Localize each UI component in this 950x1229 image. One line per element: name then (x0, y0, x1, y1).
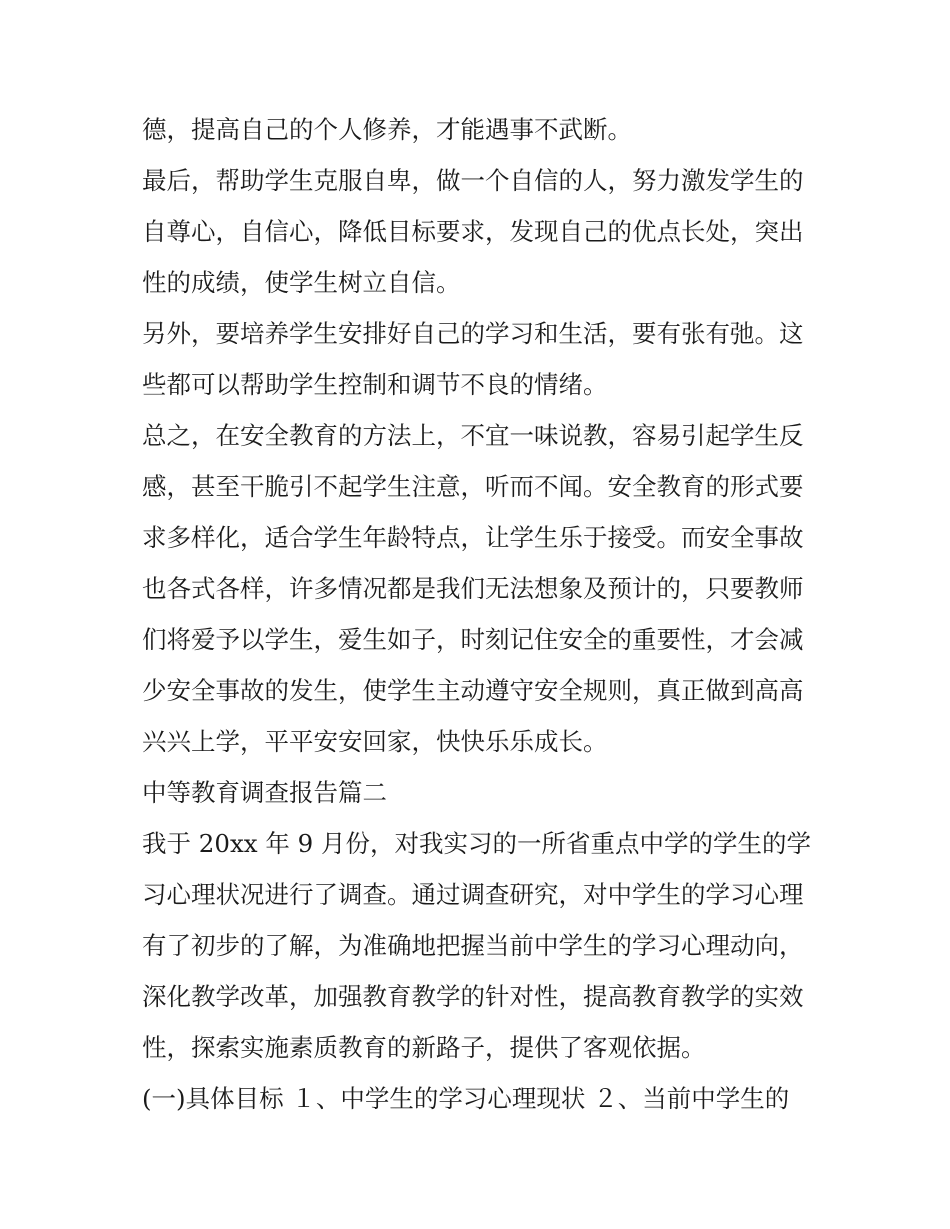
text-line: 总之，在安全教育的方法上，不宜一味说教，容易引起学生反 (142, 421, 804, 450)
text-line: 习心理状况进行了调查。通过调查研究，对中学生的学习心理 (142, 880, 804, 909)
text-line: 我于 20xx 年 9 月份，对我实习的一所省重点中学的学生的学 (142, 829, 812, 858)
paragraph-conclusion (142, 410, 822, 767)
document-body (142, 104, 822, 1124)
text-line: 深化教学改革，加强教育教学的针对性，提高教育教学的实效 (142, 982, 804, 1011)
paragraph-overcome-inferiority (142, 155, 822, 308)
text-line: 另外，要培养学生安排好自己的学习和生活，要有张有弛。这 (142, 319, 804, 348)
text-line: 最后，帮助学生克服自卑，做一个自信的人，努力激发学生的 (142, 166, 804, 195)
text-line: (一)具体目标 １、中学生的学习心理现状 ２、当前中学生的 (142, 1084, 790, 1113)
paragraph-survey-intro (142, 818, 822, 1073)
text-line: 自尊心，自信心，降低目标要求，发现自己的优点长处，突出 (142, 217, 804, 246)
text-line: 德，提高自己的个人修养，才能遇事不武断。 (142, 115, 632, 144)
text-line: 少安全事故的发生，使学生主动遵守安全规则，真正做到高高 (142, 676, 804, 705)
text-line: 性，探索实施素质教育的新路子，提供了客观依据。 (142, 1033, 706, 1062)
text-line: 兴兴上学，平平安安回家，快快乐乐成长。 (142, 727, 608, 756)
text-line: 有了初步的了解，为准确地把握当前中学生的学习心理动向， (142, 931, 804, 960)
text-line: 们将爱予以学生，爱生如子，时刻记住安全的重要性，才会减 (142, 625, 804, 654)
paragraph-study-life-balance (142, 308, 822, 410)
text-line: 些都可以帮助学生控制和调节不良的情绪。 (142, 370, 608, 399)
text-line: 也各式各样，许多情况都是我们无法想象及预计的，只要教师 (142, 574, 804, 603)
paragraph-self-cultivation (142, 104, 822, 155)
section-heading (142, 767, 822, 818)
text-line: 求多样化，适合学生年龄特点，让学生乐于接受。而安全事故 (142, 523, 804, 552)
text-line: 性的成绩，使学生树立自信。 (142, 268, 461, 297)
heading-text: 中等教育调查报告篇二 (142, 778, 387, 807)
paragraph-specific-goals (142, 1073, 822, 1124)
text-line: 感，甚至干脆引不起学生注意，听而不闻。安全教育的形式要 (142, 472, 804, 501)
